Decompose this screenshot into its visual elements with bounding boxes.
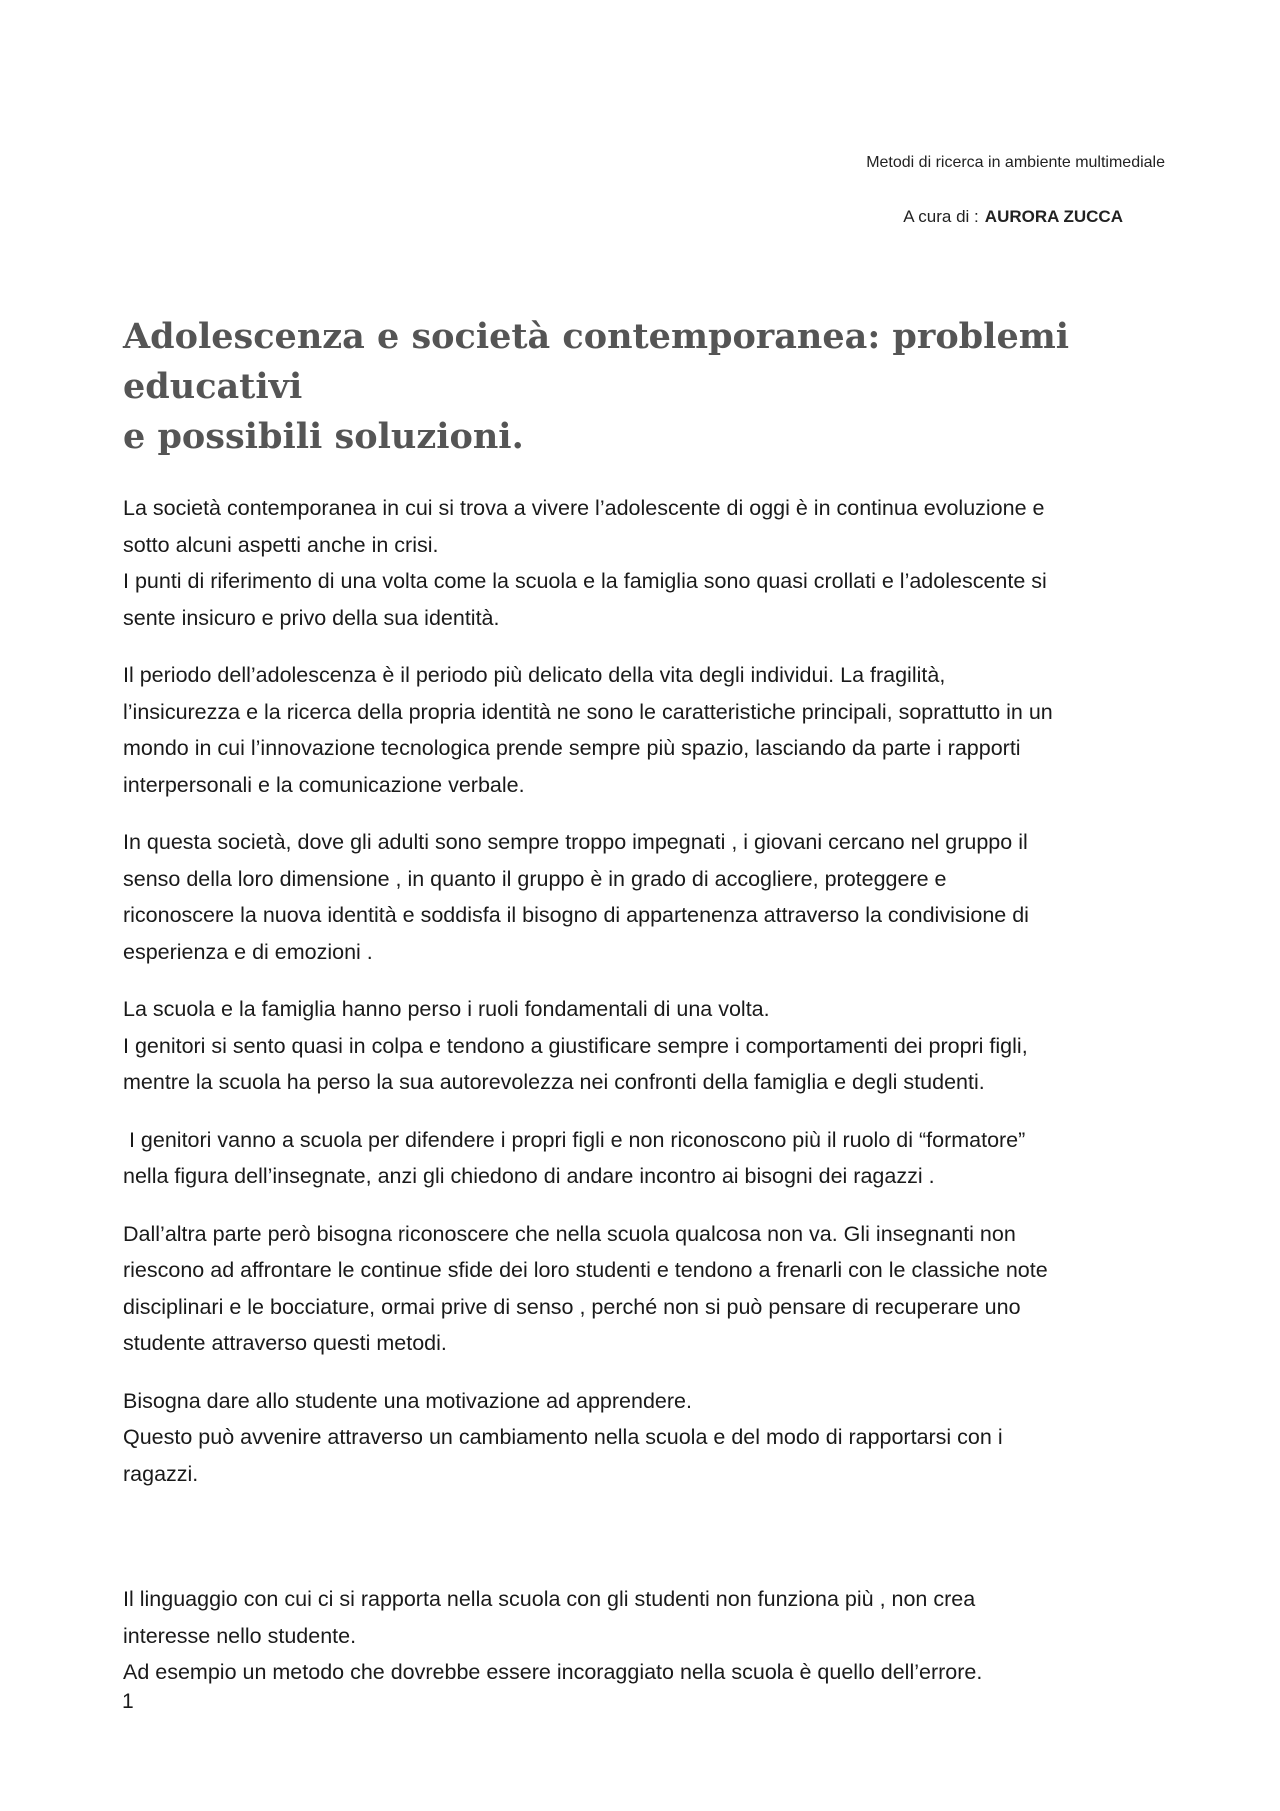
page-number: 1 — [122, 1690, 134, 1713]
paragraph-line: interesse nello studente. — [123, 1623, 357, 1648]
paragraph-line: sotto alcuni aspetti anche in crisi. — [123, 532, 439, 557]
paragraph-line: disciplinari e le bocciature, ormai prive di senso , perché non si può pensare di recuperare uno — [123, 1294, 1021, 1319]
document-title — [123, 312, 1183, 462]
paragraph-line: mentre la scuola ha perso la sua autorevolezza nei confronti della famiglia e degli studenti. — [123, 1070, 985, 1094]
paragraph-line: La società contemporanea in cui si trova a vivere l’adolescente di oggi è in continua evoluzione e — [123, 496, 1045, 520]
course-name: Metodi di ricerca in ambiente multimediale — [866, 154, 1165, 171]
paragraph-line: studente attraverso questi metodi. — [123, 1331, 447, 1355]
paragraph-5 — [123, 1122, 1183, 1195]
paragraph-4 — [123, 991, 1183, 1101]
paragraph-6 — [123, 1216, 1183, 1362]
paragraph-line: interpersonali e la comunicazione verbale. — [123, 772, 525, 797]
paragraph-line: Il linguaggio con cui ci si rapporta nella scuola con gli studenti non funziona più , non crea — [123, 1587, 976, 1611]
paragraph-line: sente insicuro e privo della sua identità. — [123, 605, 500, 630]
title-line-2: e possibili soluzioni. — [123, 416, 524, 457]
author-line — [903, 207, 1123, 227]
paragraph-line: riescono ad affrontare le continue sfide dei loro studenti e tendono a frenarli con le classiche note — [123, 1258, 1048, 1282]
paragraph-2 — [123, 657, 1183, 803]
paragraph-line: ragazzi. — [123, 1461, 199, 1486]
paragraph-line: esperienza e di emozioni . — [123, 939, 373, 964]
paragraph-line: Questo può avvenire attraverso un cambiamento nella scuola e del modo di rapportarsi con i — [123, 1425, 1003, 1449]
paragraph-line: nella figura dell’insegnate, anzi gli chiedono di andare incontro ai bisogni dei ragazzi . — [123, 1164, 935, 1188]
paragraph-line: I punti di riferimento di una volta come la scuola e la famiglia sono quasi crollati e l’adolescente si — [123, 569, 1047, 593]
paragraph-line: senso della loro dimensione , in quanto il gruppo è in grado di accogliere, proteggere e — [123, 866, 947, 891]
author-name: AURORA ZUCCA — [984, 207, 1123, 226]
author-prefix: A cura di : — [903, 207, 979, 226]
paragraph-line: Ad esempio un metodo che dovrebbe essere incoraggiato nella scuola è quello dell’errore. — [123, 1660, 983, 1684]
paragraph-line: mondo in cui l’innovazione tecnologica prende sempre più spazio, lasciando da parte i rapporti — [123, 736, 1021, 760]
paragraph-line: Il periodo dell’adolescenza è il periodo più delicato della vita degli individui. La fragilità, — [123, 663, 946, 687]
paragraph-line: In questa società, dove gli adulti sono sempre troppo impegnati , i giovani cercano nel gruppo il — [123, 830, 1028, 854]
paragraph-7 — [123, 1383, 1183, 1493]
paragraph-line: Bisogna dare allo studente una motivazione ad apprendere. — [123, 1388, 692, 1413]
paragraph-8 — [123, 1581, 1183, 1691]
title-line-1: Adolescenza e società contemporanea: problemi educativi — [123, 316, 1070, 407]
paragraph-line: riconoscere la nuova identità e soddisfa il bisogno di appartenenza attraverso la condivisione di — [123, 903, 1029, 927]
paragraph-line: I genitori si sento quasi in colpa e tendono a giustificare sempre i comportamenti dei propri figli, — [123, 1033, 1028, 1058]
paragraph-3 — [123, 824, 1183, 970]
paragraph-1 — [123, 490, 1183, 636]
paragraph-line: I genitori vanno a scuola per difendere i propri figli e non riconoscono più il ruolo di “formatore” — [123, 1127, 1026, 1152]
document-body — [123, 490, 1183, 1712]
paragraph-line: Dall’altra parte però bisogna riconoscere che nella scuola qualcosa non va. Gli insegnanti non — [123, 1221, 1016, 1246]
blank-space — [123, 1513, 1183, 1581]
paragraph-line: l’insicurezza e la ricerca della propria identità ne sono le caratteristiche principali, soprattutto in un — [123, 699, 1053, 724]
paragraph-line: La scuola e la famiglia hanno perso i ruoli fondamentali di una volta. — [123, 997, 770, 1021]
